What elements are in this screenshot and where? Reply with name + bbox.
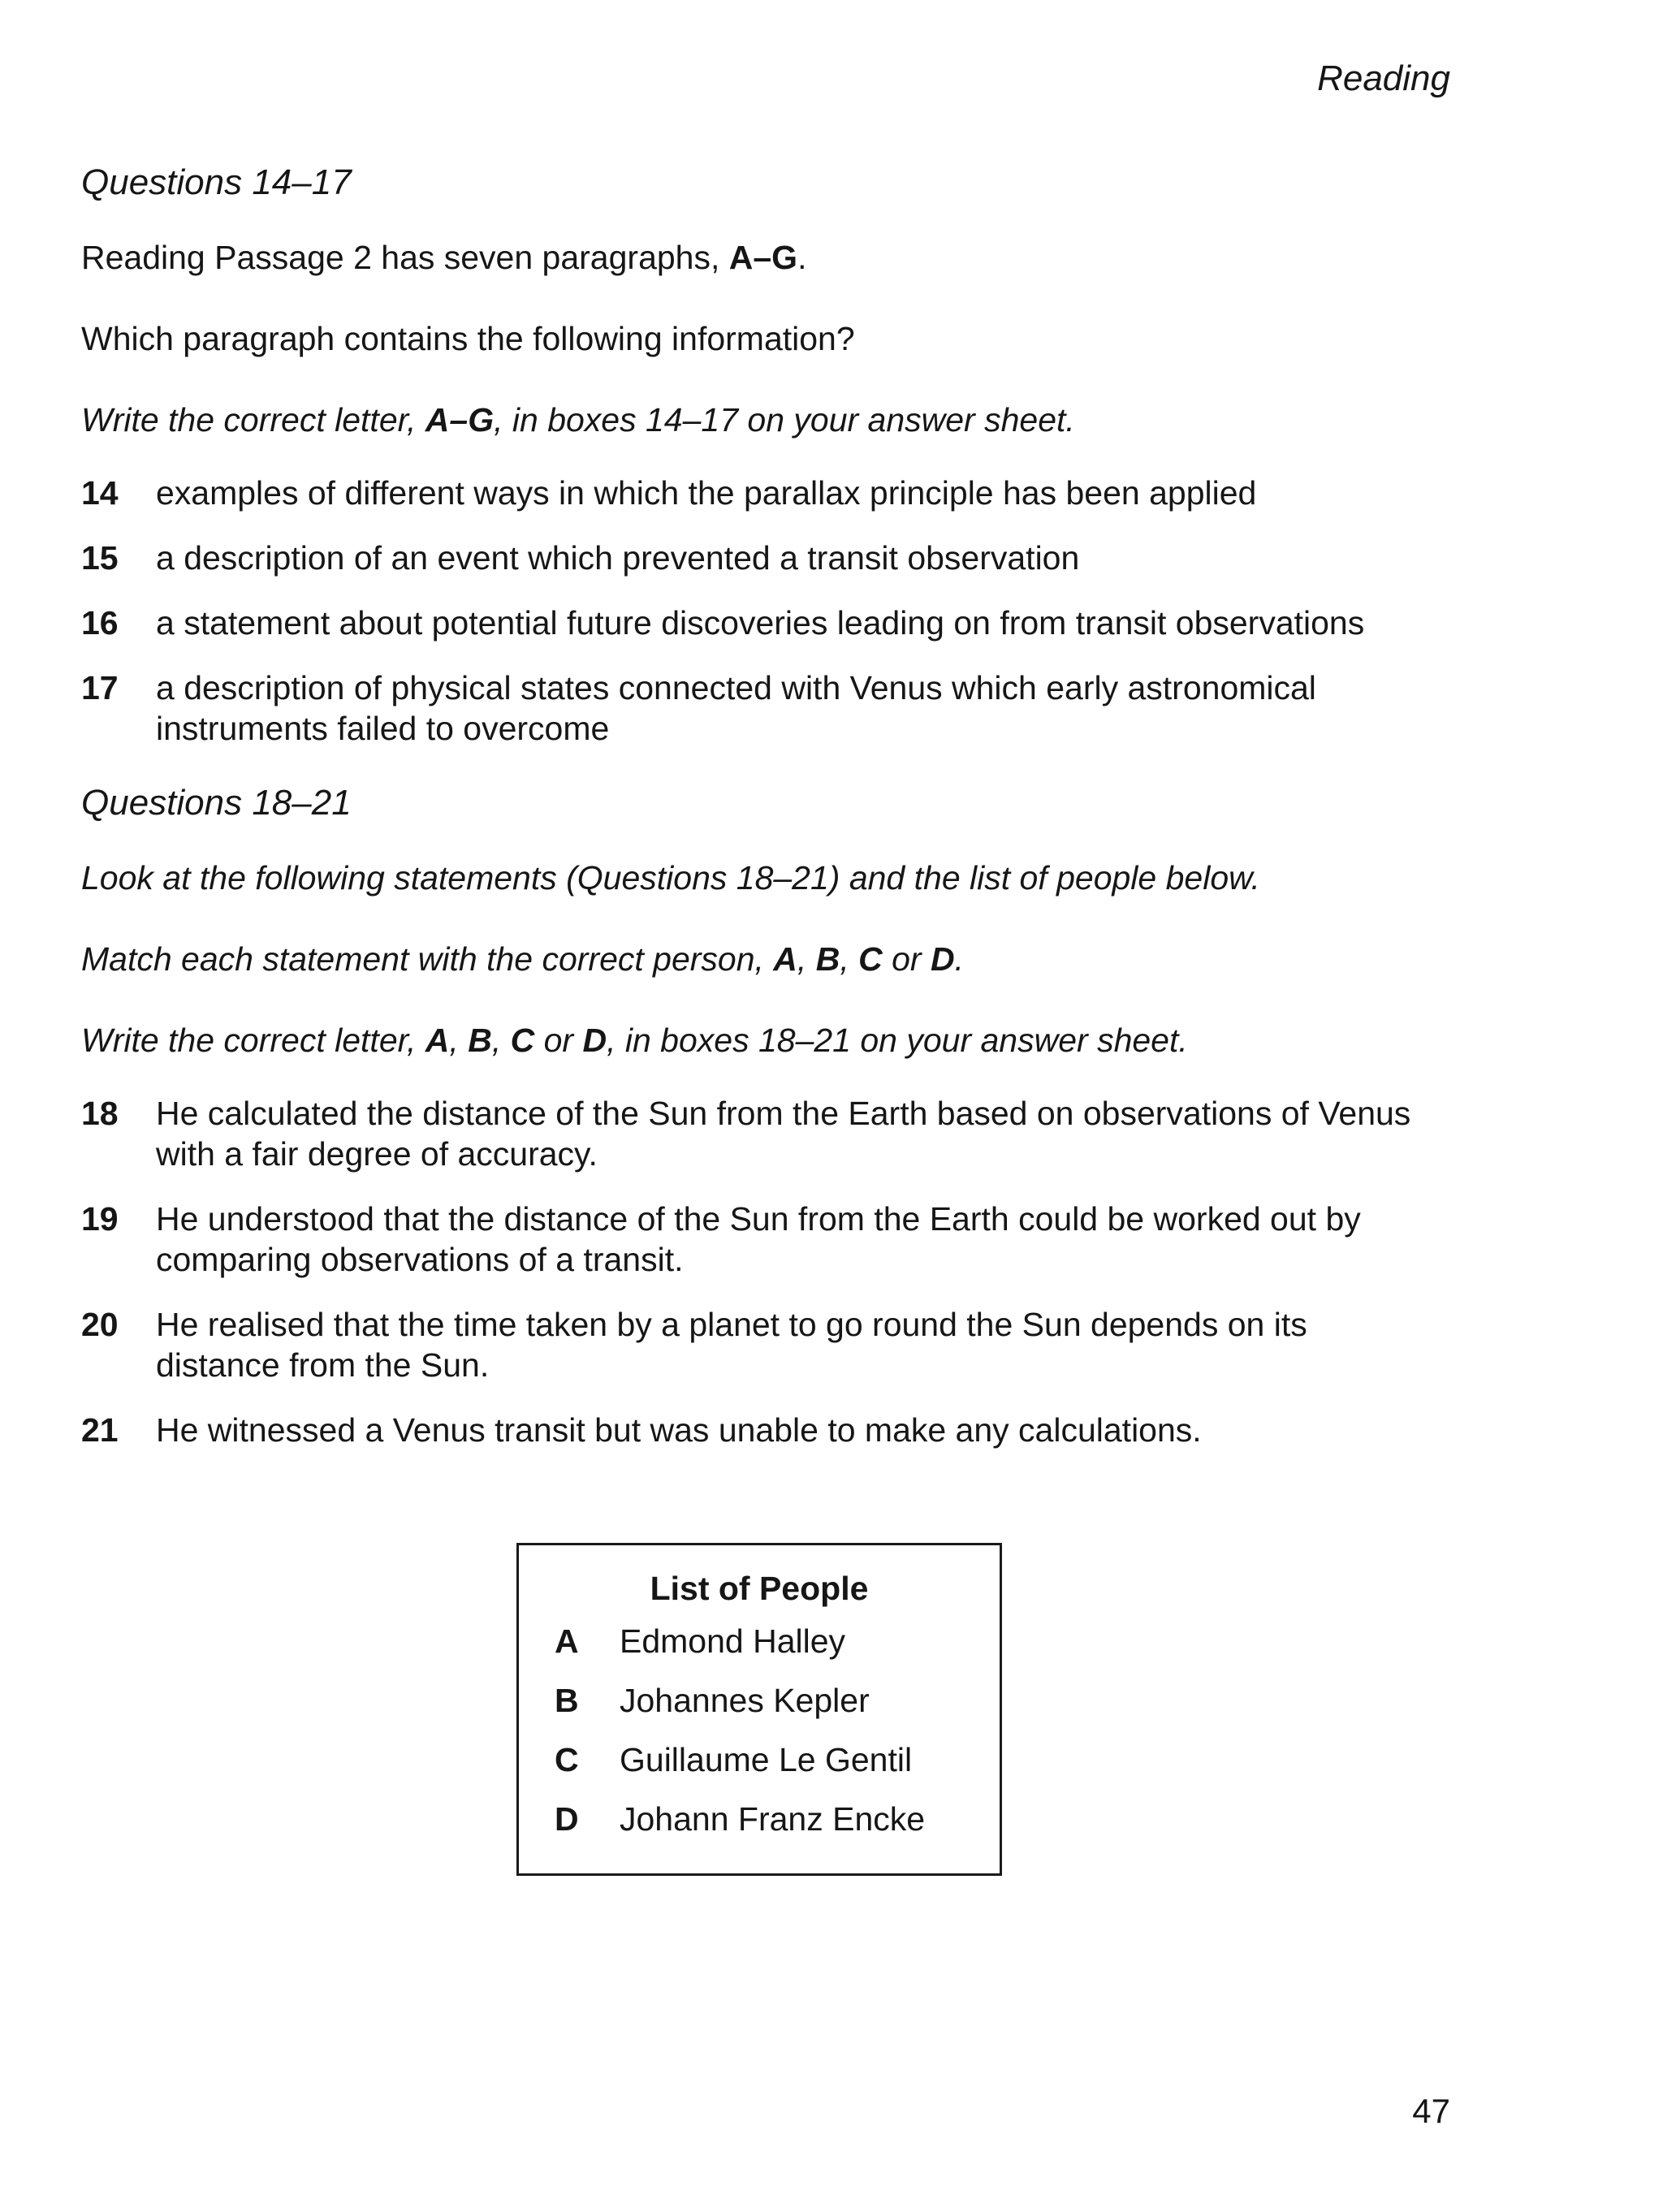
question-item: [81, 1093, 1462, 1174]
question-list-18-21: [81, 1093, 1462, 1450]
question-list-14-17: [81, 473, 1462, 749]
question-number: 14: [81, 474, 119, 512]
question-number: 19: [81, 1200, 119, 1238]
person-letter: B: [555, 1682, 579, 1719]
person-name: Guillaume Le Gentil: [620, 1741, 913, 1778]
question-item: [81, 473, 1462, 513]
question-number: 16: [81, 604, 119, 642]
page-number: 47: [1412, 2092, 1450, 2130]
question-number: 15: [81, 539, 119, 577]
running-header: Reading: [1317, 58, 1450, 98]
question-text: a description of an event which prevented a transit observation: [156, 539, 1080, 577]
question-text: a statement about potential future discoveries leading on from transit observations: [156, 604, 1365, 642]
person-letter: D: [555, 1800, 579, 1838]
question-text: He calculated the distance of the Sun from the Earth based on observations of Venus with a fair degree of accuracy.: [156, 1095, 1411, 1173]
question-item: [81, 1304, 1462, 1385]
person-name: Johannes Kepler: [620, 1682, 870, 1719]
person-option: [555, 1621, 845, 1661]
person-letter: A: [555, 1622, 579, 1660]
question-number: 18: [81, 1095, 119, 1132]
page-content: [81, 162, 1462, 1450]
section-heading-18-21: Questions 18–21: [81, 783, 352, 823]
person-option: [555, 1739, 912, 1780]
question-text: He understood that the distance of the Sun from the Earth could be worked out by comparing observations of a transit.: [156, 1200, 1361, 1278]
question-item: [81, 667, 1462, 749]
instruction-write-letter: Write the correct letter, A–G, in boxes 14–17 on your answer sheet.: [81, 401, 1075, 439]
person-name: Johann Franz Encke: [620, 1800, 926, 1838]
person-option: [555, 1799, 925, 1839]
question-text: He witnessed a Venus transit but was unable to make any calculations.: [156, 1411, 1202, 1449]
question-number: 20: [81, 1306, 119, 1343]
question-item: [81, 1410, 1462, 1450]
question-number: 21: [81, 1411, 119, 1449]
question-item: [81, 603, 1462, 643]
instruction-paragraph-count: Reading Passage 2 has seven paragraphs, A–G.: [81, 239, 807, 276]
person-name: Edmond Halley: [620, 1622, 846, 1660]
list-of-people-box: [516, 1543, 1002, 1876]
question-text: He realised that the time taken by a planet to go round the Sun depends on its distance from the Sun.: [156, 1306, 1307, 1384]
instruction-look-at-statements: Look at the following statements (Questions 18–21) and the list of people below.: [81, 859, 1260, 896]
section-heading-14-17: Questions 14–17: [81, 162, 352, 202]
person-letter: C: [555, 1741, 579, 1778]
instruction-which-paragraph: Which paragraph contains the following information?: [81, 320, 855, 357]
question-text: a description of physical states connected with Venus which early astronomical instruments failed to overcome: [156, 669, 1316, 747]
question-text: examples of different ways in which the parallax principle has been applied: [156, 474, 1257, 512]
question-number: 17: [81, 669, 119, 706]
instruction-write-letter-18-21: Write the correct letter, A, B, C or D, in boxes 18–21 on your answer sheet.: [81, 1022, 1188, 1059]
instruction-match-statement: Match each statement with the correct person, A, B, C or D.: [81, 940, 964, 978]
person-option: [555, 1680, 870, 1721]
question-item: [81, 1199, 1462, 1280]
list-of-people-title: List of People: [650, 1570, 869, 1607]
question-item: [81, 538, 1462, 578]
